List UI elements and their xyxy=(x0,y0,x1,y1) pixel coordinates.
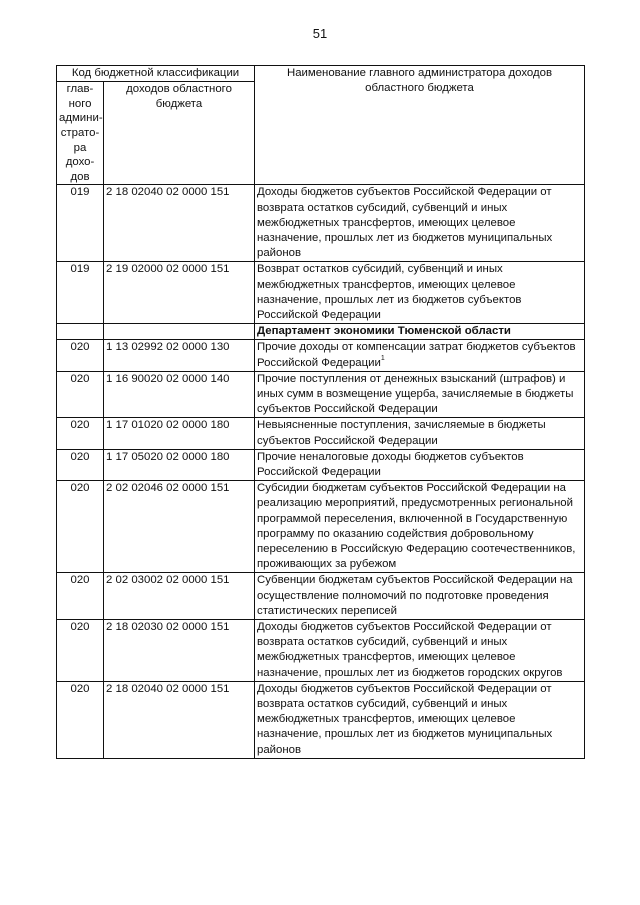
revenue-name-cell xyxy=(255,340,585,371)
revenue-name-text: Прочие неналоговые доходы бюджетов субъектов Российской Федерации xyxy=(257,450,524,479)
revenue-name-text: Доходы бюджетов субъектов Российской Федерации от возврата остатков субсидий, субвенций и иных межбюджетных трансфертов, имеющих целевое назначение, прошлых лет из бюджетов муниципальных районов xyxy=(257,682,553,756)
administrator-code-cell: 019 xyxy=(57,185,104,262)
revenue-name-cell xyxy=(255,681,585,758)
table-row xyxy=(57,573,585,620)
table-row xyxy=(57,185,585,262)
header-revenue-code: доходов областного бюджета xyxy=(104,82,255,185)
header-budget-classification-code: Код бюджетной классификации xyxy=(57,66,255,82)
revenue-code-cell: 2 02 02046 02 0000 151 xyxy=(104,481,255,573)
revenue-name-cell xyxy=(255,620,585,682)
table-body xyxy=(57,185,585,759)
table-row xyxy=(57,481,585,573)
administrator-code-cell xyxy=(57,324,104,340)
table-row xyxy=(57,340,585,371)
revenue-name-cell xyxy=(255,449,585,480)
revenue-code-cell: 2 02 03002 02 0000 151 xyxy=(104,573,255,620)
revenue-name-text: Прочие доходы от компенсации затрат бюджетов субъектов Российской Федерации xyxy=(257,341,576,369)
revenue-name-text: Субсидии бюджетам субъектов Российской Федерации на реализацию мероприятий, предусмотренных региональной программой переселения, включенной в Государственную программу по оказанию содействия добровольному переселению в Российскую Федерацию соотечественников, проживающих за рубежом xyxy=(257,482,576,571)
revenue-name-text: Доходы бюджетов субъектов Российской Федерации от возврата остатков субсидий, субвенций и иных межбюджетных трансфертов, имеющих целевое назначение, прошлых лет из бюджетов городских округов xyxy=(257,621,563,679)
section-title-cell xyxy=(255,324,585,340)
administrator-code-cell: 020 xyxy=(57,371,104,418)
revenue-name-text: Возврат остатков субсидий, субвенций и иных межбюджетных трансфертов, имеющих целевое назначение, прошлых лет из бюджетов субъектов Российской Федерации xyxy=(257,263,522,321)
revenue-name-text: Субвенции бюджетам субъектов Российской Федерации на осуществление полномочий по подготовке проведения статистических переписей xyxy=(257,574,573,617)
administrator-code-cell: 020 xyxy=(57,573,104,620)
administrator-code-cell: 020 xyxy=(57,620,104,682)
administrator-code-cell: 019 xyxy=(57,262,104,324)
revenue-code-cell: 2 18 02040 02 0000 151 xyxy=(104,681,255,758)
revenue-code-cell: 1 17 01020 02 0000 180 xyxy=(104,418,255,449)
revenue-code-cell: 2 18 02030 02 0000 151 xyxy=(104,620,255,682)
table-row xyxy=(57,418,585,449)
revenue-name-text: Доходы бюджетов субъектов Российской Федерации от возврата остатков субсидий, субвенций и иных межбюджетных трансфертов, имеющих целевое назначение, прошлых лет из бюджетов муниципальных районов xyxy=(257,186,553,260)
revenue-name-cell xyxy=(255,185,585,262)
administrator-code-cell: 020 xyxy=(57,449,104,480)
page-number: 51 xyxy=(312,26,328,41)
table-row xyxy=(57,449,585,480)
revenue-name-text: Невыясненные поступления, зачисляемые в бюджеты субъектов Российской Федерации xyxy=(257,419,546,447)
revenue-name-cell xyxy=(255,481,585,573)
table-row xyxy=(57,681,585,758)
revenue-name-text: Департамент экономики Тюменской области xyxy=(257,325,511,338)
revenue-name-cell xyxy=(255,371,585,418)
revenue-code-cell: 1 16 90020 02 0000 140 xyxy=(104,371,255,418)
table-row xyxy=(57,620,585,682)
revenue-code-cell: 2 18 02040 02 0000 151 xyxy=(104,185,255,262)
revenue-code-cell: 2 19 02000 02 0000 151 xyxy=(104,262,255,324)
revenue-name-cell xyxy=(255,573,585,620)
revenue-name-cell xyxy=(255,262,585,324)
administrator-code-cell: 020 xyxy=(57,681,104,758)
administrator-code-cell: 020 xyxy=(57,481,104,573)
revenue-name-text: Прочие поступления от денежных взысканий (штрафов) и иных сумм в возмещение ущерба, зачисляемые в бюджеты субъектов Российской Федерации xyxy=(257,372,574,416)
revenue-code-cell xyxy=(104,324,255,340)
administrator-code-cell: 020 xyxy=(57,418,104,449)
revenue-code-cell: 1 13 02992 02 0000 130 xyxy=(104,340,255,371)
revenue-code-cell: 1 17 05020 02 0000 180 xyxy=(104,449,255,480)
revenue-name-cell xyxy=(255,418,585,449)
header-administrator-name: Наименование главного администратора доходов областного бюджета xyxy=(255,66,585,185)
header-main-administrator: глав-ного админи-страто-ра дохо-дов xyxy=(57,82,104,185)
footnote-marker: 1 xyxy=(380,354,385,362)
budget-classification-table xyxy=(56,65,585,759)
table-row xyxy=(57,371,585,418)
section-row xyxy=(57,324,585,340)
administrator-code-cell: 020 xyxy=(57,340,104,371)
table-row xyxy=(57,262,585,324)
